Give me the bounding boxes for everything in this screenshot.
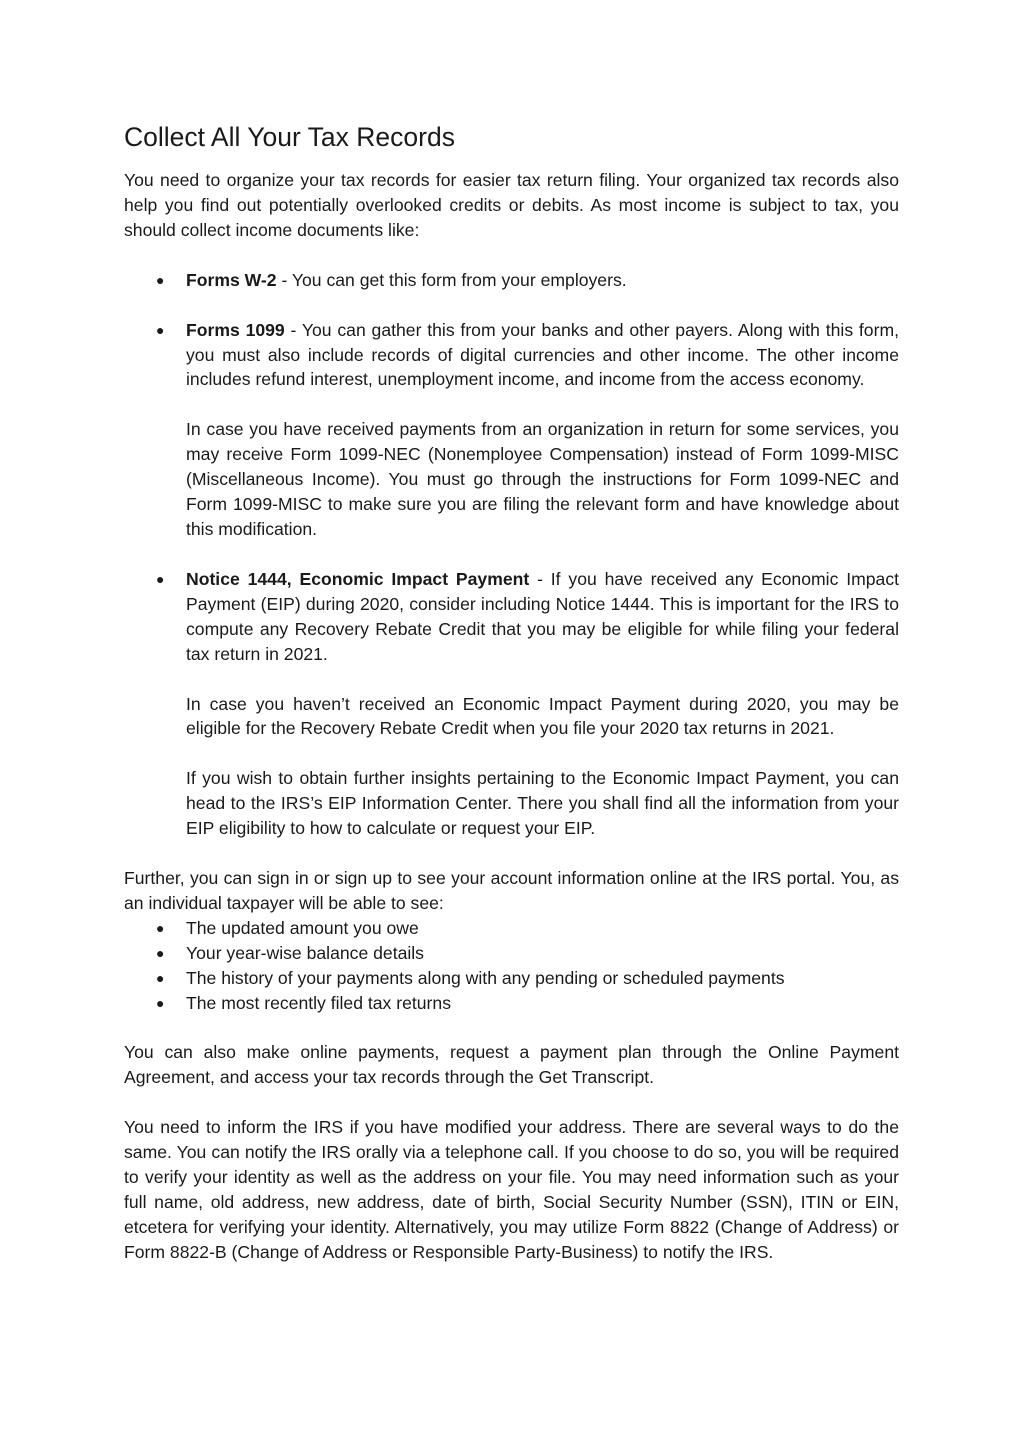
list-item-forms-1099	[124, 318, 899, 542]
list-item	[124, 966, 899, 991]
list-item-forms-w2	[124, 268, 899, 293]
item-title: Forms 1099	[186, 319, 285, 340]
bullet-icon: ●	[156, 919, 165, 936]
list-item	[124, 916, 899, 941]
list-item-text: The updated amount you owe	[186, 917, 419, 938]
bullet-icon: ●	[156, 944, 165, 961]
item-title: Forms W-2	[186, 269, 277, 290]
item-text: - You can gather this from your banks and other payers. Along with this form, you must also include records of digital currencies and other income. The other income includes refund interest, unemployment income, and income from the access economy.	[186, 319, 899, 390]
online-payments-paragraph: You can also make online payments, request a payment plan through the Online Payment Agreement, and access your tax records through the Get Transcript.	[124, 1042, 899, 1088]
item-subparagraph: In case you have received payments from an organization in return for some services, you may receive Form 1099-NEC (Nonemployee Compensation) instead of Form 1099-MISC (Miscellaneous Income). You must go through the instructions for Form 1099-NEC and Form 1099-MISC to make sure you are filing the relevant form and have knowledge about this modification.	[186, 419, 899, 539]
item-text: - You can get this form from your employers.	[276, 269, 627, 290]
list-item-text: The history of your payments along with any pending or scheduled payments	[186, 967, 785, 988]
list-item	[124, 941, 899, 966]
list-item	[124, 991, 899, 1016]
bullet-icon: ●	[156, 994, 165, 1011]
bullet-icon: ●	[156, 570, 165, 587]
item-text: - If you have received any Economic Impact Payment (EIP) during 2020, consider including Notice 1444. This is important for the IRS to compute any Recovery Rebate Credit that you may be eligible for while filing your federal tax return in 2021.	[186, 568, 899, 664]
item-subparagraph: In case you haven’t received an Economic Impact Payment during 2020, you may be eligible for the Recovery Rebate Credit when you file your 2020 tax returns in 2021.	[186, 693, 899, 739]
bullet-icon: ●	[156, 969, 165, 986]
document-page	[124, 120, 899, 1265]
portal-paragraph: Further, you can sign in or sign up to see your account information online at the IRS portal. You, as an individual taxpayer will be able to see:	[124, 868, 899, 913]
list-item-text: Your year-wise balance details	[186, 942, 424, 963]
item-subparagraph: If you wish to obtain further insights pertaining to the Economic Impact Payment, you can head to the IRS’s EIP Information Center. There you shall find all the information from your EIP eligibility to how to calculate or request your EIP.	[186, 768, 899, 839]
portal-features-list	[124, 916, 899, 1016]
list-item-notice-1444	[124, 567, 899, 841]
list-item-text: The most recently filed tax returns	[186, 992, 451, 1013]
bullet-icon: ●	[156, 321, 165, 338]
item-title: Notice 1444, Economic Impact Payment	[186, 568, 530, 589]
income-documents-list	[124, 268, 899, 841]
intro-paragraph: You need to organize your tax records for easier tax return filing. Your organized tax records also help you find out potentially overlooked credits or debits. As most income is subject to tax, you should collect income documents like:	[124, 170, 899, 240]
bullet-icon: ●	[156, 271, 165, 288]
page-title: Collect All Your Tax Records	[124, 122, 455, 152]
address-change-paragraph: You need to inform the IRS if you have modified your address. There are several ways to do the same. You can notify the IRS orally via a telephone call. If you choose to do so, you will be required to verify your identity as well as the address on your file. You may need information such as your full name, old address, new address, date of birth, Social Security Number (SSN), ITIN or EIN, etcetera for verifying your identity. Alternatively, you may utilize Form 8822 (Change of Address) or Form 8822-B (Change of Address or Responsible Party-Business) to notify the IRS.	[124, 1117, 899, 1262]
